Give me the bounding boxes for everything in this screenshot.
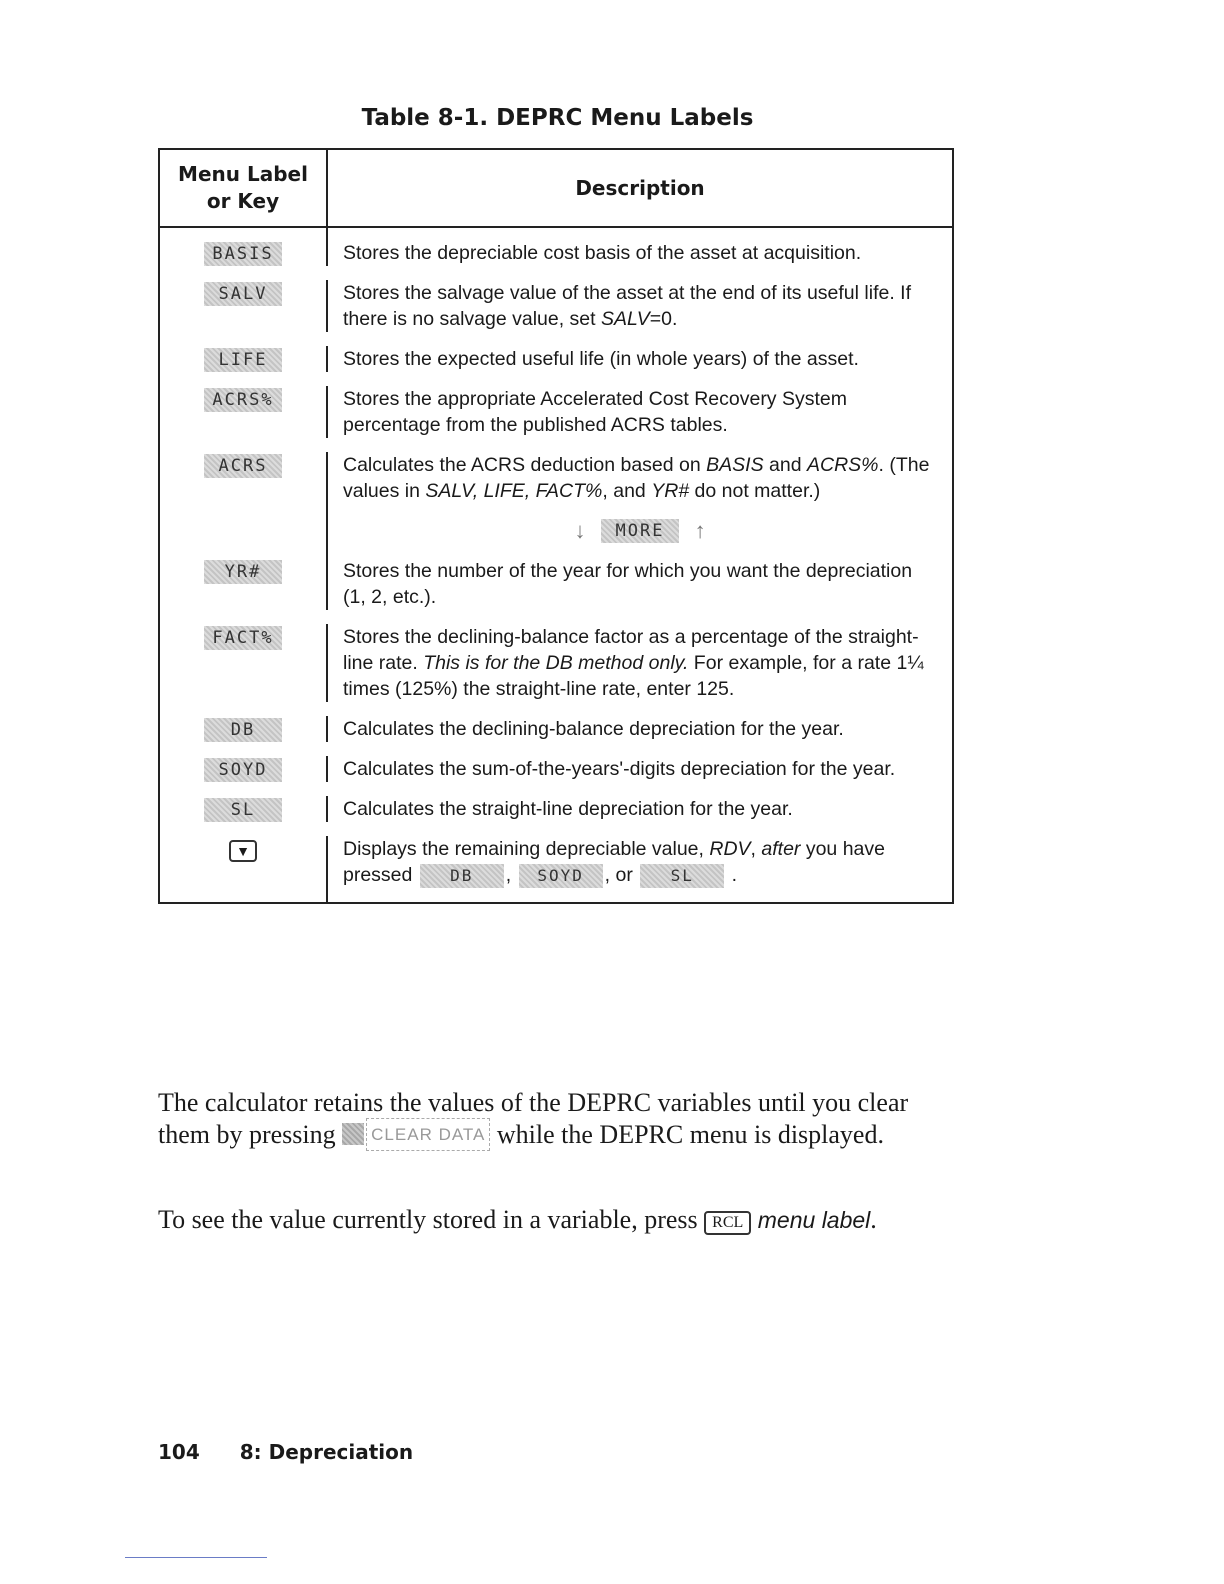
table-row [159,822,953,836]
soyd-softkey-inline: SOYD [519,864,603,888]
desc-text: , [505,864,512,886]
table-row [159,346,953,372]
more-row [159,504,953,558]
desc-italic: SALV, LIFE, FACT% [425,480,603,502]
arrow-up-icon: ↑ [694,518,706,543]
row-description [327,624,953,702]
row-description: Calculates the straight-line depreciation for the year. [343,798,793,820]
table-row [159,386,953,438]
db-softkey-inline: DB [420,864,504,888]
table-row [159,280,953,332]
row-description [327,280,953,332]
table-row [159,227,953,266]
row-description: Stores the depreciable cost basis of the asset at acquisition. [343,242,862,264]
row-description: Calculates the declining-balance depreciation for the year. [343,718,844,740]
desc-text: . [731,864,738,886]
chapter-title: 8: Depreciation [239,1440,414,1464]
row-description [327,836,953,903]
salv-softkey: SALV [204,282,282,306]
table-row [159,266,953,280]
basis-softkey: BASIS [204,242,282,266]
row-description [327,452,953,504]
acrs-softkey: ACRS [204,454,282,478]
yr-number-softkey: YR# [204,560,282,584]
shift-key-icon [342,1123,364,1145]
desc-text: and [763,454,807,476]
desc-text: =0. [649,308,678,330]
para-text: while the DEPRC menu is displayed. [490,1120,884,1149]
header-menu-label-line1: Menu Label [178,162,308,186]
table-row [159,372,953,386]
header-description: Description [327,149,953,227]
desc-italic: after [761,838,801,860]
rcl-key: RCL [704,1211,751,1235]
header-menu-label-line2: or Key [206,189,280,213]
clear-data-key: CLEAR DATA [366,1118,490,1151]
table-row [159,796,953,822]
paragraph-retains-values [158,1087,958,1151]
db-softkey: DB [204,718,282,742]
sl-softkey: SL [204,798,282,822]
desc-text: . (The values in [343,454,930,502]
desc-italic: YR# [651,480,690,502]
desc-text: do not matter.) [689,480,821,502]
table-row [159,624,953,702]
arrow-down-icon: ↓ [574,518,586,543]
desc-italic: This is for the DB method only. [423,652,689,674]
table-row [159,756,953,782]
row-description: Stores the appropriate Accelerated Cost Recovery System percentage from the published ACRS tables. [343,388,847,436]
para-italic: menu label [757,1207,871,1233]
desc-italic: BASIS [706,454,764,476]
table-row [159,742,953,756]
table-caption: Table 8-1. DEPRC Menu Labels [361,105,754,131]
table-row [159,332,953,346]
acrs-percent-softkey: ACRS% [204,388,282,412]
table-row [159,702,953,716]
desc-text: Stores the salvage value of the asset at the end of its useful life. If there is no salvage value, set [343,282,912,330]
header-menu-label [159,149,327,227]
table-row [159,782,953,796]
life-softkey: LIFE [204,348,282,372]
para-text: To see the value currently stored in a variable, press [158,1205,705,1234]
page-footer [158,1440,413,1464]
page-number: 104 [158,1440,200,1464]
table-row [159,438,953,452]
row-description: Calculates the sum-of-the-years'-digits depreciation for the year. [343,758,896,780]
desc-text: Displays the remaining depreciable value, [343,838,710,860]
desc-text: , or [604,864,633,886]
sl-softkey-inline: SL [640,864,724,888]
table-row [159,836,953,903]
down-arrow-key-icon: ▼ [229,840,257,862]
desc-italic: ACRS% [806,454,879,476]
row-description: Stores the expected useful life (in whole years) of the asset. [343,348,859,370]
deprc-menu-table [158,148,954,904]
para-text: The calculator retains the values of the DEPRC variables until you clear them by pressing [158,1088,909,1149]
para-text: . [870,1205,877,1234]
footer-rule [125,1557,267,1558]
fact-percent-softkey: FACT% [204,626,282,650]
desc-text: Calculates the ACRS deduction based on [343,454,707,476]
table-row [159,558,953,610]
desc-text: , [750,838,762,860]
desc-text: , and [602,480,652,502]
desc-italic: SALV [601,308,650,330]
desc-italic: RDV [709,838,751,860]
table-row [159,452,953,504]
paragraph-recall-value [158,1204,958,1236]
table-row [159,610,953,624]
desc-text: you have pressed [343,838,885,886]
row-description: Stores the number of the year for which you want the depreciation (1, 2, etc.). [343,560,913,608]
table-row [159,716,953,742]
desc-text: For example, for a rate 1¼ times (125%) the straight-line rate, enter 125. [343,652,924,700]
desc-text: Stores the declining-balance factor as a percentage of the straight-line rate. [343,626,919,674]
more-softkey: MORE [601,519,679,543]
soyd-softkey: SOYD [204,758,282,782]
